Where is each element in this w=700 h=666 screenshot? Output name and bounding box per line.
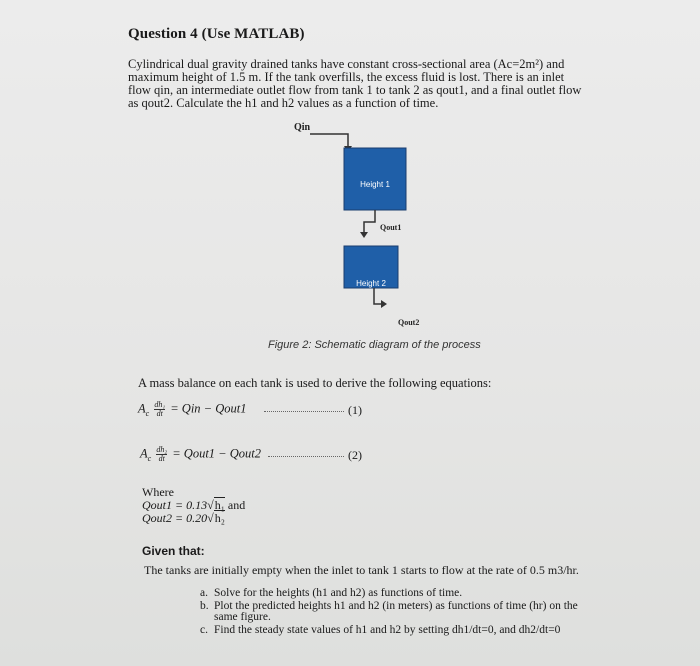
question-title: Question 4 (Use MATLAB) xyxy=(128,26,305,42)
task-text-b: Plot the predicted heights h1 and h2 (in meters) as functions of time (hr) on the same figure. xyxy=(214,599,578,623)
given-text: The tanks are initially empty when the inlet to tank 1 starts to flow at the rate of 0.5 m3/hr. xyxy=(144,563,579,577)
qout2-label: Qout2 xyxy=(398,318,420,327)
task-list xyxy=(200,588,590,637)
task-marker-a: a. xyxy=(200,587,208,599)
eq1-leader-dots xyxy=(264,411,344,412)
inlet-pipe xyxy=(310,134,348,148)
task-marker-c: c. xyxy=(200,623,208,636)
tank-1-label: Height 1 xyxy=(360,180,390,189)
task-item-c xyxy=(200,625,590,637)
eq1-number: (1) xyxy=(348,403,362,417)
given-label: Given that: xyxy=(142,544,205,558)
qout1-label: Qout1 xyxy=(380,223,402,232)
tank-1 xyxy=(344,148,406,210)
qout1-def-radicand: h₁ xyxy=(214,498,225,512)
tank-2-label: Height 2 xyxy=(356,279,386,288)
eq2-number: (2) xyxy=(348,448,362,462)
eq1-derivative-num: dh₁ xyxy=(154,400,166,409)
qout1-def-lhs: Qout1 = 0.13 xyxy=(142,498,208,512)
task-marker-b: b. xyxy=(200,599,209,612)
eq2-area: A xyxy=(140,446,148,461)
figure-caption: Figure 2: Schematic diagram of the process xyxy=(268,339,481,351)
eq1-area-sub: c xyxy=(145,408,150,418)
qout2-def-lhs: Qout2 = 0.20 xyxy=(142,511,208,525)
qout1-arrow xyxy=(360,232,368,238)
eq2-area-sub: c xyxy=(147,453,152,463)
eq2-derivative-num: dh₂ xyxy=(156,445,168,454)
qin-label: Qin xyxy=(294,122,311,133)
eq1-derivative-den: dt xyxy=(156,409,163,418)
task-item-b xyxy=(200,601,590,624)
qout2-pipe xyxy=(374,288,382,304)
equation-2 xyxy=(140,446,261,463)
eq2-rhs: = Qout1 − Qout2 xyxy=(172,446,261,461)
process-schematic xyxy=(290,118,470,338)
eq1-rhs: = Qin − Qout1 xyxy=(170,401,247,416)
mass-balance-intro: A mass balance on each tank is used to derive the following equations: xyxy=(138,376,492,390)
where-block xyxy=(142,486,245,525)
task-text-c: Find the steady state values of h1 and h2 by setting dh1/dt=0, and dh2/dt=0 xyxy=(214,623,561,636)
qout2-definition: Qout2 = 0.20√h₂ xyxy=(142,511,225,525)
task-text-a: Solve for the heights (h1 and h2) as functions of time. xyxy=(214,587,463,599)
qout1-definition: Qout1 = 0.13√h₁ and xyxy=(142,498,246,512)
qout1-def-tail: and xyxy=(224,498,246,512)
task-item-a xyxy=(200,588,590,600)
equation-1 xyxy=(138,401,246,418)
eq2-leader-dots xyxy=(268,456,344,457)
eq2-derivative-den: dt xyxy=(158,454,165,463)
eq1-area: A xyxy=(138,401,146,416)
problem-statement: Cylindrical dual gravity drained tanks have constant cross-sectional area (Ac=2m²) and maximum height of 1.5 m. If the tank overfills, the excess fluid is lost. There is an inlet flow qin, an intermediate outlet flow from tank 1 to tank 2 as qout1, and a final outlet flow as qout2. Calculate the h1 and h2 values as a function of time. xyxy=(128,57,582,110)
qout2-def-radicand: h₂ xyxy=(214,511,225,525)
qout1-pipe xyxy=(364,210,375,234)
qout2-arrow xyxy=(381,300,387,308)
where-label: Where xyxy=(142,485,174,499)
